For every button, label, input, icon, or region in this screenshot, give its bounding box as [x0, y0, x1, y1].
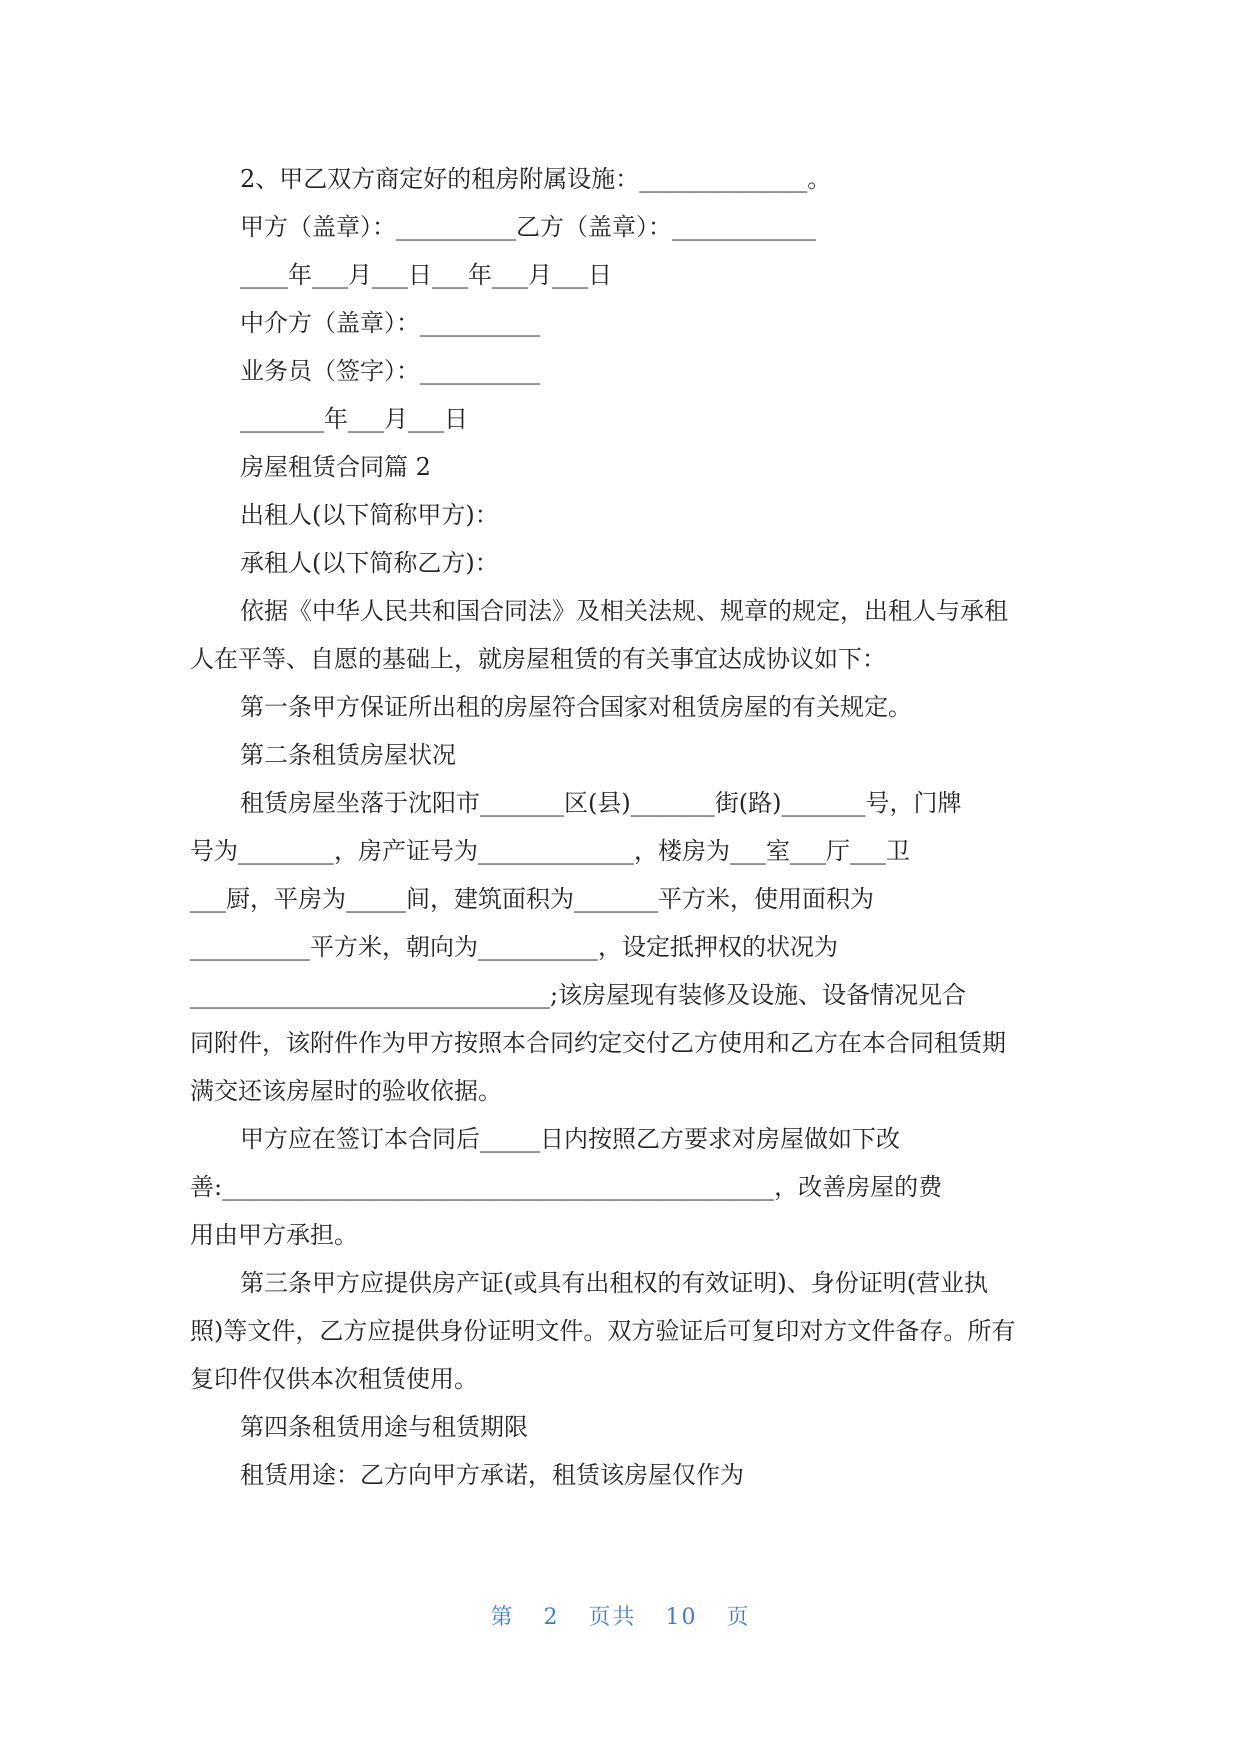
- section-heading: 房屋租赁合同篇 2: [240, 453, 431, 481]
- document-body: [190, 155, 1060, 1499]
- text-line-8: 出租人(以下简称甲方)：: [240, 501, 499, 529]
- current-page-number: 2: [543, 1605, 560, 1630]
- text-line-17: __________平方米，朝向为__________，设定抵押权的状况为: [190, 933, 838, 961]
- text-line-18: ______________________________;该房屋现有装修及设施、设备情况见合: [190, 981, 967, 1009]
- text-line-28: 租赁用途：乙方向甲方承诺，租赁该房屋仅作为: [240, 1461, 744, 1489]
- text-line-3: ____年___月___日___年___月___日: [240, 261, 612, 289]
- text-line-13: 第二条租赁房屋状况: [240, 741, 456, 769]
- text-line-5: 业务员（签字）：__________: [240, 357, 540, 385]
- text-line-21: 甲方应在签订本合同后_____日内按照乙方要求对房屋做如下改: [240, 1125, 900, 1153]
- text-line-27: 第四条租赁用途与租赁期限: [240, 1413, 528, 1441]
- text-line-22: 善:______________________________________________，改善房屋的费: [190, 1173, 943, 1201]
- total-page-number: 10: [665, 1605, 698, 1630]
- text-line-14: 租赁房屋坐落于沈阳市_______区(县)_______街(路)_______号，门牌: [240, 789, 962, 817]
- footer-prefix: 第: [490, 1605, 515, 1630]
- text-line-19: 同附件，该附件作为甲方按照本合同约定交付乙方使用和乙方在本合同租赁期: [190, 1029, 1006, 1057]
- page-footer: [0, 1600, 1241, 1631]
- text-line-16: ___厨，平房为_____间，建筑面积为_______平方米，使用面积为: [190, 885, 874, 913]
- text-line-12: 第一条甲方保证所出租的房屋符合国家对租赁房屋的有关规定。: [240, 693, 912, 721]
- text-line-4: 中介方（盖章）：__________: [240, 309, 540, 337]
- text-line-9: 承租人(以下简称乙方)：: [240, 549, 499, 577]
- text-line-1: 2、甲乙双方商定好的租房附属设施：______________。: [240, 165, 832, 193]
- text-line-24: 第三条甲方应提供房产证(或具有出租权的有效证明)、身份证明(营业执: [240, 1269, 989, 1297]
- footer-suffix: 页: [726, 1605, 751, 1630]
- text-line-26: 复印件仅供本次租赁使用。: [190, 1365, 478, 1393]
- text-line-6: _______年___月___日: [240, 405, 468, 433]
- footer-middle: 页共: [588, 1605, 637, 1630]
- text-line-25: 照)等文件，乙方应提供身份证明文件。双方验证后可复印对方文件备存。所有: [190, 1317, 1016, 1345]
- text-line-2: 甲方（盖章）：__________乙方（盖章）：____________: [240, 213, 816, 241]
- text-line-20: 满交还该房屋时的验收依据。: [190, 1077, 502, 1105]
- text-line-11: 人在平等、自愿的基础上，就房屋租赁的有关事宜达成协议如下：: [190, 645, 886, 673]
- text-line-23: 用由甲方承担。: [190, 1221, 358, 1249]
- text-line-10: 依据《中华人民共和国合同法》及相关法规、规章的规定，出租人与承租: [240, 597, 1008, 625]
- text-line-15: 号为________，房产证号为_____________，楼房为___室___厅___卫: [190, 837, 910, 865]
